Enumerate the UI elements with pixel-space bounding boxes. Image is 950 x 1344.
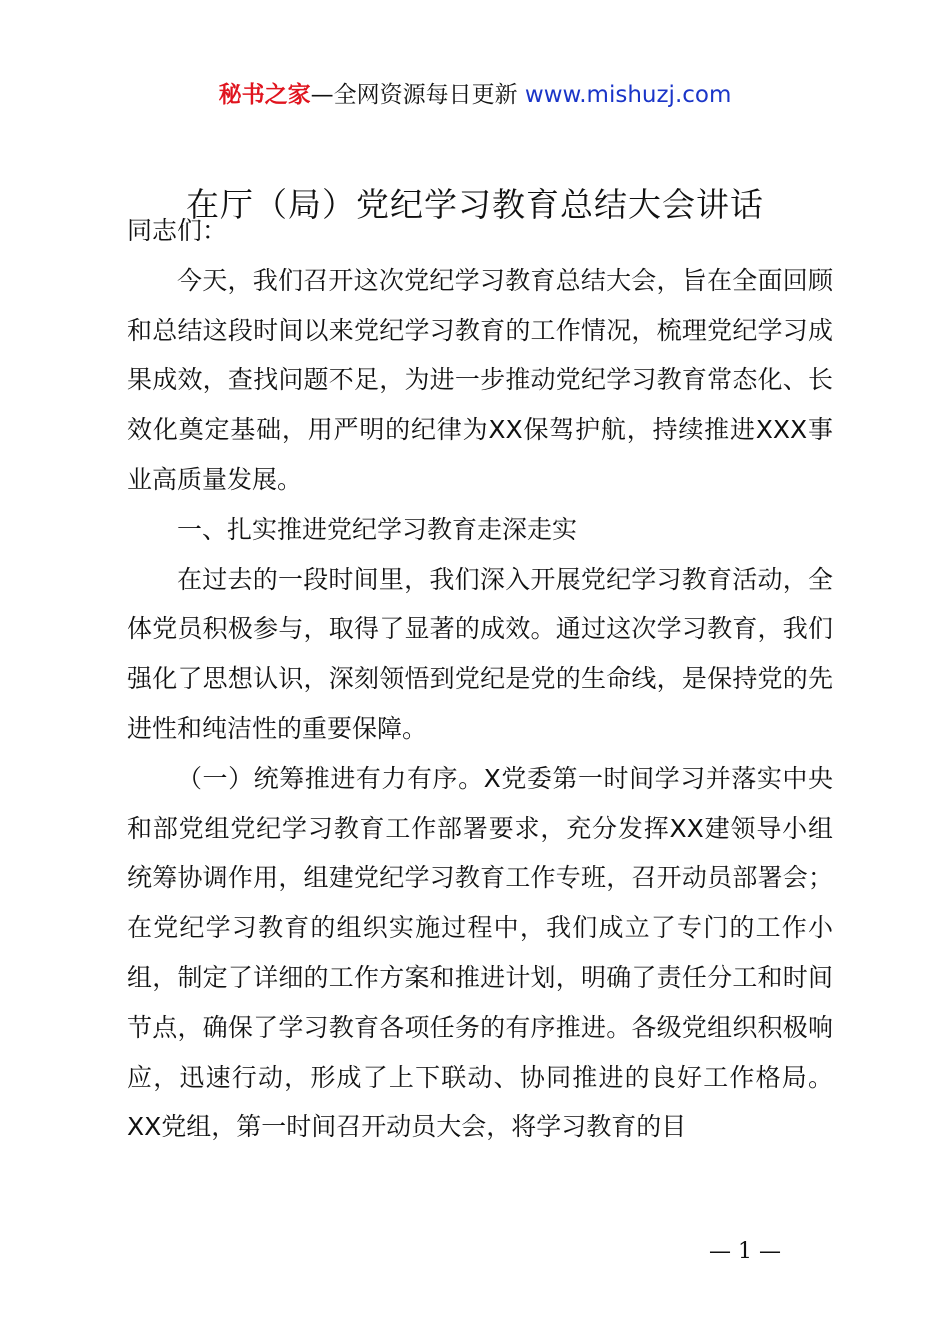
site-url: www.mishuzj.com	[524, 82, 732, 108]
page-number: — 1 —	[709, 1239, 781, 1264]
salutation: 同志们：	[127, 216, 228, 245]
brand-tagline: —全网资源每日更新	[310, 82, 525, 108]
document-body	[127, 206, 833, 1152]
site-watermark-header	[0, 78, 950, 112]
body-paragraph: （一）统筹推进有力有序。X党委第一时间学习并落实中央和部党组党纪学习教育工作部署要求，充分发挥XX建领导小组统筹协调作用，组建党纪学习教育工作专班，召开动员部署会；在党纪学习教育的组织实施过程中，我们成立了专门的工作小组，制定了详细的工作方案和推进计划，明确了责任分工和时间节点，确保了学习教育各项任务的有序推进。各级党组织积极响应，迅速行动，形成了上下联动、协同推进的良好工作格局。XX党组，第一时间召开动员大会，将学习教育的目	[127, 763, 833, 1142]
body-paragraph: 在过去的一段时间里，我们深入开展党纪学习教育活动，全体党员积极参与，取得了显著的成效。通过这次学习教育，我们强化了思想认识，深刻领悟到党纪是党的生命线，是保持党的先进性和纯洁性的重要保障。	[127, 564, 833, 743]
body-paragraph: 今天，我们召开这次党纪学习教育总结大会，旨在全面回顾和总结这段时间以来党纪学习教育的工作情况，梳理党纪学习成果成效，查找问题不足，为进一步推动党纪学习教育常态化、长效化奠定基础，用严明的纪律为XX保驾护航，持续推进XXX事业高质量发展。	[127, 265, 833, 494]
document-title: 在厅（局）党纪学习教育总结大会讲话	[186, 185, 764, 224]
section-heading: 一、扎实推进党纪学习教育走深走实	[177, 514, 578, 544]
brand-name: 秘书之家	[218, 82, 311, 108]
